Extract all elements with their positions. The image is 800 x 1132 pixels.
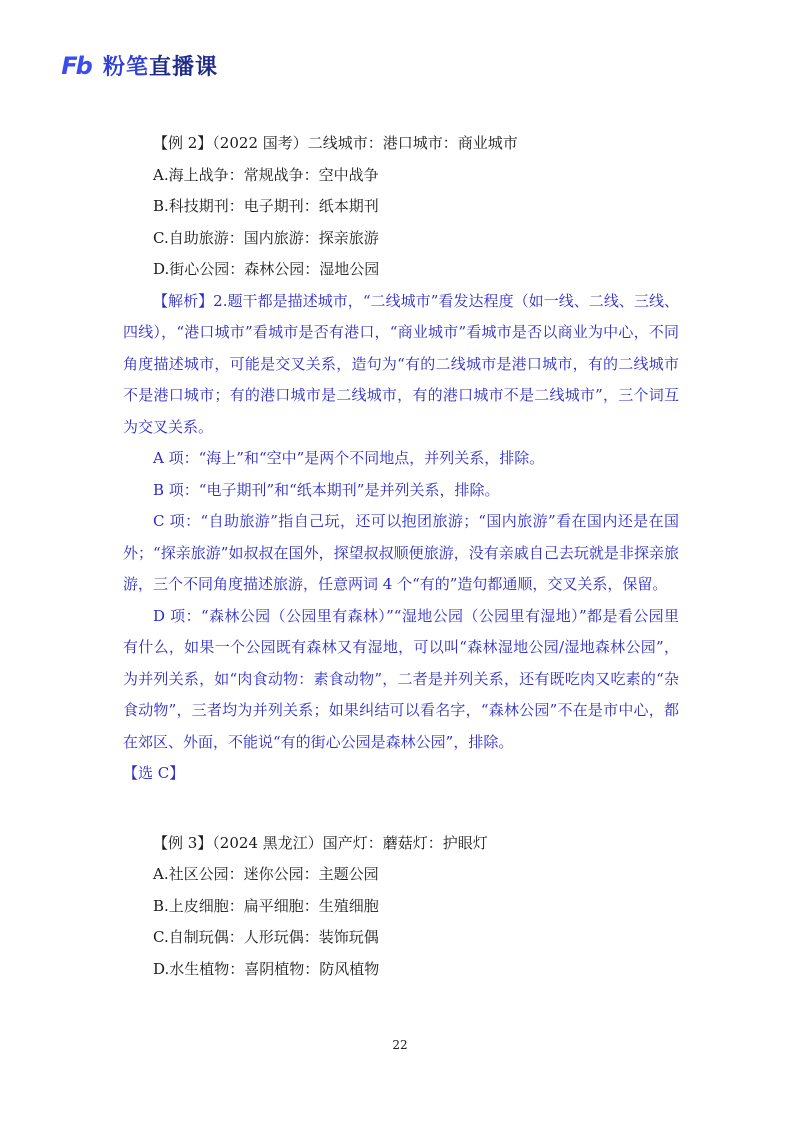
brand-sub: 直播课 xyxy=(149,55,219,80)
fb-logo-icon: Fb xyxy=(61,51,91,80)
q2-option-d: D.街心公园：森林公园：湿地公园 xyxy=(153,260,380,278)
page-content xyxy=(123,128,679,985)
q2-note-c: C 项：“自助旅游”指自己玩，还可以抱团旅游；“国内旅游”看在国内还是在国外；“探亲旅游”如叔叔在国外，探望叔叔顺便旅游，没有亲戚自己去玩就是非探亲旅游，三个不同角度描述旅游，任意两词 4 个“有的”造句都通顺，交叉关系，保留。 xyxy=(123,512,679,593)
brand-main: 粉笔 xyxy=(103,55,150,80)
spacer xyxy=(123,790,679,828)
q2-analysis: 【解析】2.题干都是描述城市，“二线城市”看发达程度（如一线、二线、三线、四线），“港口城市”看城市是否有港口，“商业城市”看城市是否以商业为中心，不同角度描述城市，可能是交叉关系，造句为“有的二线城市是港口城市，有的二线城市不是港口城市；有的港口城市是二线城市，有的港口城市不是二线城市”，三个词互为交叉关系。 xyxy=(123,291,679,436)
q2-option-a: A.海上战争：常规战争：空中战争 xyxy=(153,165,379,184)
q2-note-a: A 项：“海上”和“空中”是两个不同地点，并列关系，排除。 xyxy=(153,449,545,467)
brand-name xyxy=(103,50,218,81)
q3-stem: 【例 3】（2024 黑龙江）国产灯：蘑菇灯：护眼灯 xyxy=(153,833,488,852)
q2-note-d: D 项：“森林公园（公园里有森林）”“湿地公园（公园里有湿地）”都是看公园里有什么，如果一个公园既有森林又有湿地，可以叫“森林湿地公园/湿地森林公园”，为并列关系，如“肉食动物：素食动物”，二者是并列关系，还有既吃肉又吃素的“杂食动物”，三者均为并列关系；如果纠结可以看名字，“森林公园”不在是市中心，都在郊区、外面，不能说“有的街心公园是森林公园”，排除。 xyxy=(123,606,679,751)
q3-option-b: B.上皮细胞：扁平细胞：生殖细胞 xyxy=(153,896,379,915)
q2-option-c: C.自助旅游：国内旅游：探亲旅游 xyxy=(153,228,379,247)
q3-option-d: D.水生植物：喜阴植物：防风植物 xyxy=(153,959,380,978)
q2-note-b: B 项：“电子期刊”和“纸本期刊”是并列关系，排除。 xyxy=(153,480,500,499)
q2-option-b: B.科技期刊：电子期刊：纸本期刊 xyxy=(153,197,379,215)
q2-stem: 【例 2】（2022 国考）二线城市：港口城市：商业城市 xyxy=(153,134,518,152)
q3-option-a: A.社区公园：迷你公园：主题公园 xyxy=(153,865,379,883)
page-number: 22 xyxy=(392,1038,408,1052)
q3-option-c: C.自制玩偶：人形玩偶：装饰玩偶 xyxy=(153,928,379,946)
q2-answer: 【选 C】 xyxy=(123,764,185,782)
brand-logo xyxy=(57,50,218,81)
